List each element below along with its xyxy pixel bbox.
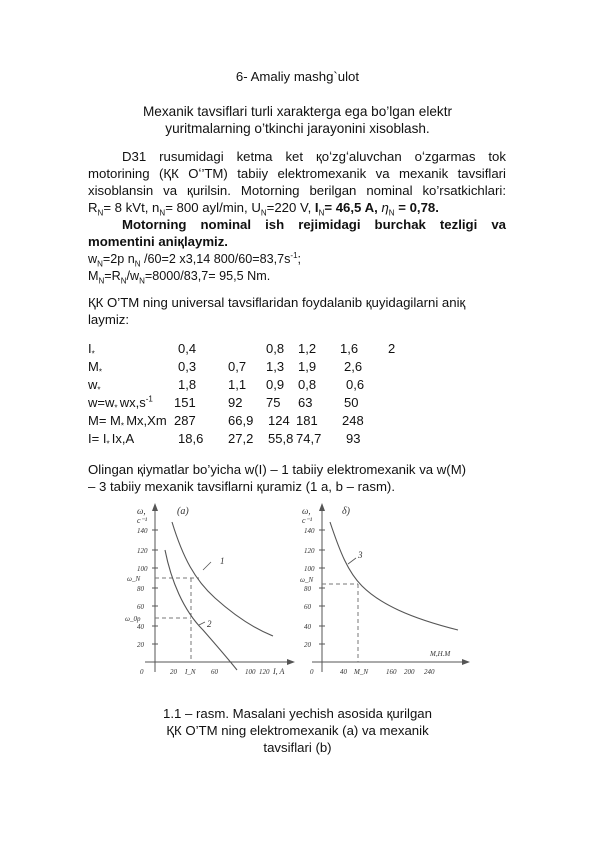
figure-a-y-axis-label: ω,	[137, 506, 146, 516]
x-tick-label: 0	[140, 668, 144, 676]
paragraph-2-line-2: momentini aniқlaymiz.	[88, 234, 228, 249]
table-cell: 287	[174, 413, 196, 428]
y-tick-label: 40	[137, 623, 144, 631]
y-tick-label: 60	[304, 603, 311, 611]
curve-1-label: 1	[220, 556, 225, 566]
x-tick-label: 20	[170, 668, 177, 676]
table-cell: 1,3	[266, 359, 285, 374]
x-tick-label: 160	[386, 668, 397, 676]
paragraph-3-line-2: laymiz:	[88, 312, 130, 327]
table-cell: 124	[268, 413, 290, 428]
paragraph-3-line-1: ҚК O’TM ning universal tavsiflaridan foydalanib қuyidagilarni aniқ	[88, 295, 466, 310]
figure-a-x-axis-label: I, A	[273, 667, 285, 676]
subtitle-line-1: Mexanik tavsiflari turli xarakterga ega bo’lgan elektr	[142, 104, 453, 119]
table-cell: 2	[388, 341, 396, 356]
figure-b-y-axis-label: ω,	[302, 506, 311, 516]
paragraph-4-line-1: Olingan қiymatlar bo’yicha w(I) – 1 tabiiy elektromexanik va w(M)	[88, 462, 467, 477]
figure-a-y-axis-unit: c⁻¹	[137, 516, 148, 525]
table-cell: 1,8	[178, 377, 197, 392]
paragraph-1-line-1: D31 rusumidagi ketma ket қoʻzgʻaluvchan oʻzgarmas tok	[122, 149, 506, 164]
table-cell: 93	[346, 431, 361, 446]
table-cell: 92	[228, 395, 243, 410]
y-tick-label: 120	[304, 547, 315, 555]
table-cell: 1,1	[228, 377, 247, 392]
table-cell: 0,3	[178, 359, 197, 374]
table-cell: 2,6	[344, 359, 363, 374]
y-tick-label: 80	[304, 585, 311, 593]
formula-moment: $M_N=R_N/w_N=8000/83,7= 95,5$ Nm.	[88, 269, 271, 286]
curve-3-label: 3	[358, 550, 363, 560]
curve-3	[330, 522, 458, 630]
table-cell: 0,8	[266, 341, 285, 356]
table-cell: 1,9	[298, 359, 317, 374]
figure-b-panel-label: δ)	[342, 506, 350, 517]
table-cell: 50	[344, 395, 359, 410]
caption-line-2: ҚК O’TM ning elektromexanik (a) va mexanik	[166, 723, 429, 738]
figure-a-electromechanical	[125, 500, 295, 680]
y-tick-label: 100	[304, 565, 315, 573]
paragraph-1-line-4: $R_N= 8$ kVt, $n_N= 800$ ayl/min, $U_N=220$ V, $I_N= 46,5$ A, $\eta_N = 0,78$.	[88, 200, 439, 218]
table-cell: 66,9	[228, 413, 254, 428]
table-cell: 0,9	[266, 377, 285, 392]
formula-angular-speed: $w_N=2p$ $n_N$ /60=2 x3,14 $800/60=83,7s^{-1}$;	[88, 250, 302, 269]
page-title: 6- Amaliy mashg`ulot	[235, 69, 360, 84]
table-row-label: $M_*$	[88, 359, 102, 377]
table-cell: 0,8	[298, 377, 317, 392]
x-tick-label: 40	[340, 668, 347, 676]
curve-2	[165, 550, 237, 670]
caption-line-3: tavsiflari (b)	[263, 740, 332, 755]
table-cell: 0,4	[178, 341, 197, 356]
table-cell: 63	[298, 395, 313, 410]
y-tick-label: 140	[137, 527, 148, 535]
table-cell: 74,7	[296, 431, 322, 446]
table-cell: 0,6	[346, 377, 365, 392]
table-cell: 75	[266, 395, 281, 410]
y-tick-label: 40	[304, 623, 311, 631]
table-cell: 1,2	[298, 341, 317, 356]
caption-line-1: 1.1 – rasm. Masalani yechish asosida қurilgan	[163, 706, 432, 721]
table-cell: 0,7	[228, 359, 247, 374]
x-tick-label: 240	[424, 668, 435, 676]
table-cell: 1,6	[340, 341, 359, 356]
table-cell: 248	[342, 413, 364, 428]
x-tick-label: 120	[259, 668, 270, 676]
figure-a-y-marker-omega-n: ω_N	[127, 575, 141, 583]
y-tick-label: 100	[137, 565, 148, 573]
x-tick-label: 100	[245, 668, 256, 676]
figure-b-x-axis-label: M,H.M	[430, 650, 451, 658]
y-tick-label: 60	[137, 603, 144, 611]
curve-1	[172, 522, 273, 636]
table-row-label: $M= M_*$ Mx,Xm	[88, 413, 167, 431]
subtitle-line-2: yuritmalarning o’tkinchi jarayonini xisoblash.	[165, 121, 430, 136]
table-cell: 27,2	[228, 431, 254, 446]
paragraph-2-line-1: Motorning nominal ish rejimidagi burchak tezligi va	[122, 217, 506, 232]
y-tick-label: 20	[137, 641, 144, 649]
figure-b-x-marker: M_N	[354, 668, 368, 676]
x-tick-label: 200	[404, 668, 415, 676]
table-row-label: $w=w_*$ $wx,s^{-1}$	[88, 394, 153, 413]
y-tick-label: 20	[304, 641, 311, 649]
paragraph-1-line-3: xisoblansin va қurilsin. Motorning berilgan nominal ko’rsatkichlari:	[88, 183, 506, 198]
x-tick-label: 60	[211, 668, 218, 676]
table-cell: 18,6	[178, 431, 204, 446]
x-tick-label: 0	[310, 668, 314, 676]
curve-2-label: 2	[207, 619, 212, 629]
y-tick-label: 120	[137, 547, 148, 555]
figure-a-x-marker: I_N	[185, 668, 196, 676]
table-row-label: $I_*$	[88, 341, 95, 359]
table-cell: 151	[174, 395, 196, 410]
y-tick-label: 80	[137, 585, 144, 593]
table-cell: 55,8	[268, 431, 294, 446]
figure-b-mechanical	[300, 500, 470, 680]
paragraph-1-line-2: motorining (ҚК Oʻ’TM) tabiiy elektromexanik va mexanik tavsiflari	[88, 166, 506, 181]
figure-b-y-axis-unit: c⁻¹	[302, 516, 313, 525]
y-tick-label: 140	[304, 527, 315, 535]
figure-a-panel-label: (a)	[177, 506, 189, 517]
paragraph-4-line-2: – 3 tabiiy mexanik tavsiflarni қuramiz (1 a, b – rasm).	[88, 479, 395, 494]
figure-b-y-marker-omega-n: ω_N	[300, 576, 314, 584]
figure-a-y-marker-omega-0p: ω_0p	[125, 615, 141, 623]
table-cell: 181	[296, 413, 318, 428]
table-row-label: $I= I_*$ Ix,A	[88, 431, 135, 449]
table-row-label: $w_*$	[88, 377, 101, 395]
